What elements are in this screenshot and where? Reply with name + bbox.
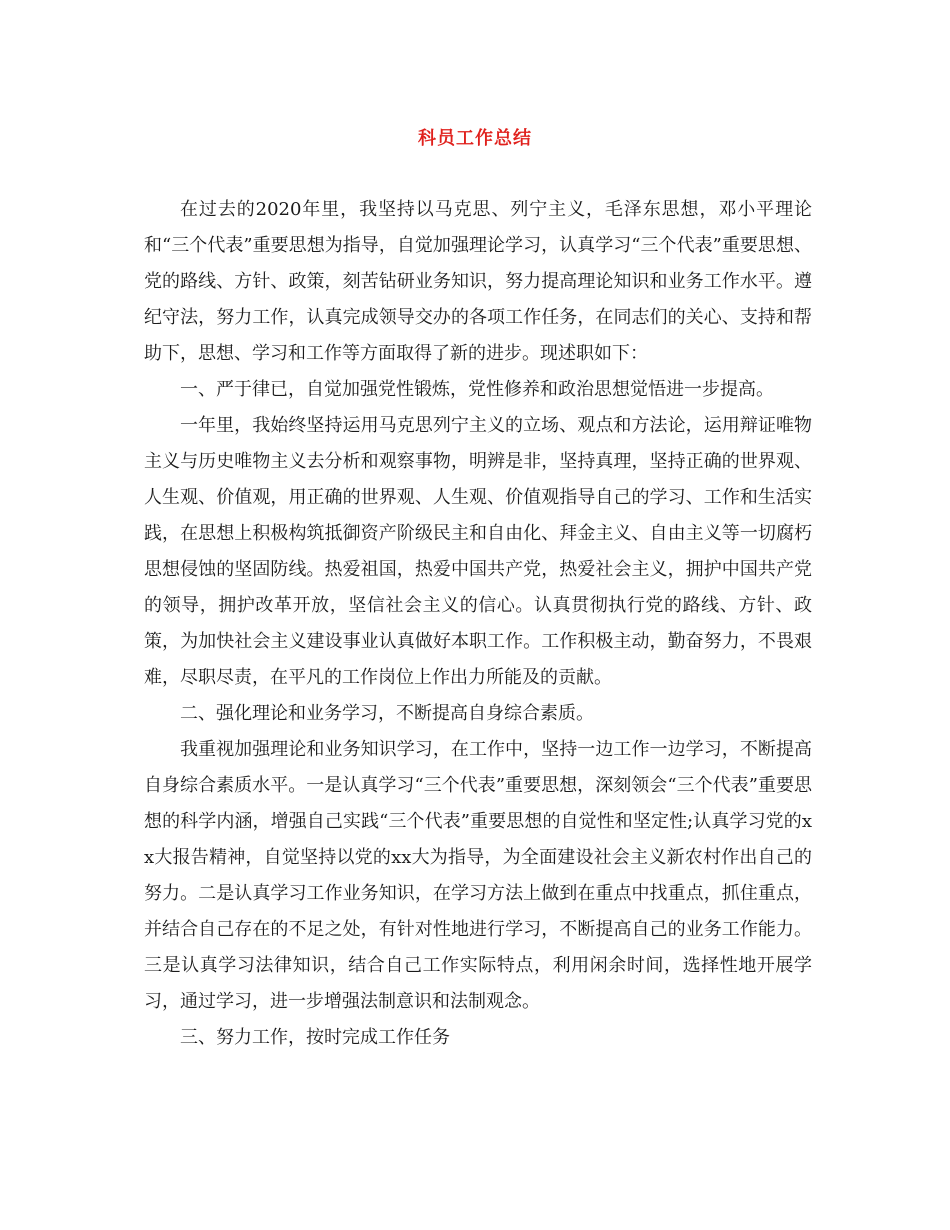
- section-heading-3: 三、努力工作，按时完成工作任务: [180, 1027, 450, 1048]
- section-heading-2: 二、强化理论和业务学习，不断提高自身综合素质。: [180, 703, 594, 724]
- document-body: [144, 192, 812, 1056]
- document-title: 科员工作总结: [418, 128, 532, 149]
- section-heading-1: 一、严于律已，自觉加强党性锻炼，党性修养和政治思想觉悟进一步提高。: [180, 379, 774, 400]
- section-1-paragraph: 一年里，我始终坚持运用马克思列宁主义的立场、观点和方法论，运用辩证唯物主义与历史唯物主义去分析和观察事物，明辨是非，坚持真理，坚持正确的世界观、人生观、价值观，用正确的世界观、人生观、价值观指导自己的学习、工作和生活实践，在思想上积极构筑抵御资产阶级民主和自由化、拜金主义、自由主义等一切腐朽思想侵蚀的坚固防线。热爱祖国，热爱中国共产党，热爱社会主义，拥护中国共产党的领导，拥护改革开放，坚信社会主义的信心。认真贯彻执行党的路线、方针、政策，为加快社会主义建设事业认真做好本职工作。工作积极主动，勤奋努力，不畏艰难，尽职尽责，在平凡的工作岗位上作出力所能及的贡献。: [144, 415, 812, 688]
- intro-paragraph: 在过去的2020年里，我坚持以马克思、列宁主义，毛泽东思想，邓小平理论和“三个代表”重要思想为指导，自觉加强理论学习，认真学习“三个代表”重要思想、党的路线、方针、政策，刻苦钻研业务知识，努力提高理论知识和业务工作水平。遵纪守法，努力工作，认真完成领导交办的各项工作任务，在同志们的关心、支持和帮助下，思想、学习和工作等方面取得了新的进步。现述职如下：: [144, 199, 812, 364]
- section-2-paragraph: 我重视加强理论和业务知识学习，在工作中，坚持一边工作一边学习，不断提高自身综合素质水平。一是认真学习“三个代表”重要思想，深刻领会“三个代表”重要思想的科学内涵，增强自己实践“三个代表”重要思想的自觉性和坚定性;认真学习党的xx大报告精神，自觉坚持以党的xx大为指导，为全面建设社会主义新农村作出自己的努力。二是认真学习工作业务知识，在学习方法上做到在重点中找重点，抓住重点，并结合自己存在的不足之处，有针对性地进行学习，不断提高自己的业务工作能力。三是认真学习法律知识，结合自己工作实际特点，利用闲余时间，选择性地开展学习，通过学习，进一步增强法制意识和法制观念。: [144, 739, 812, 1012]
